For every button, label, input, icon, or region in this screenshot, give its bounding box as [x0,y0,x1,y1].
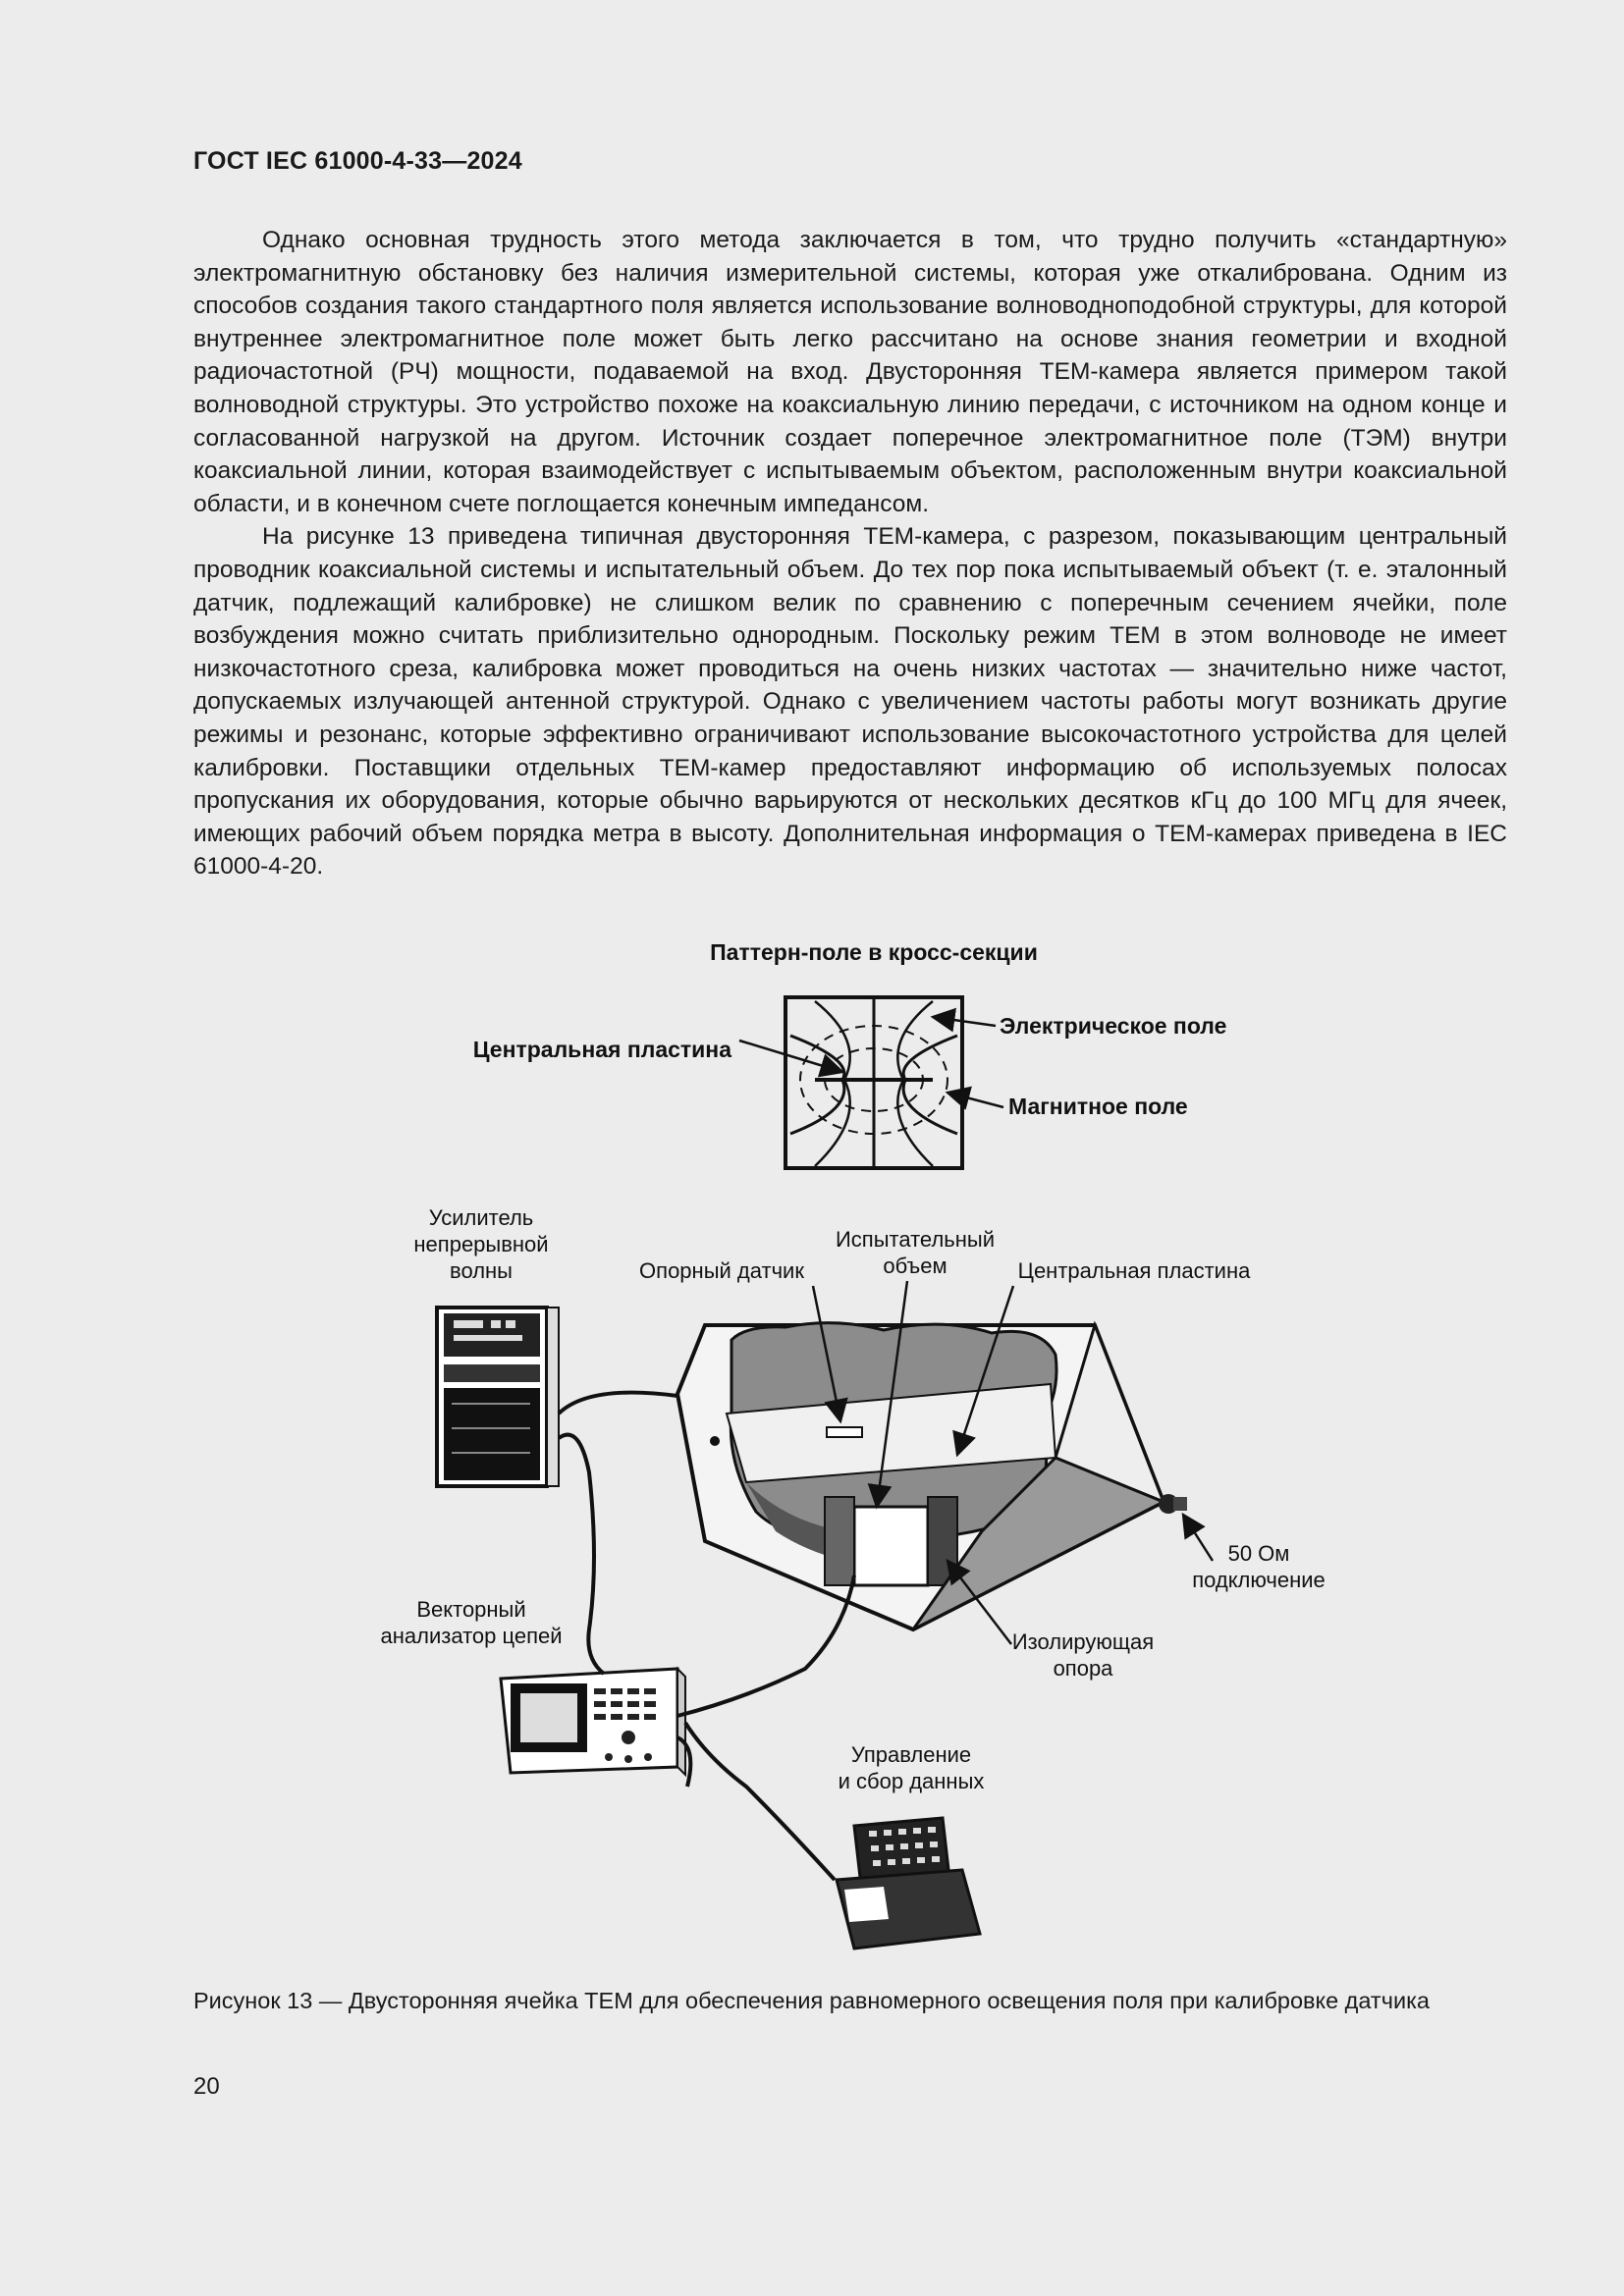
label-amplifier-3: волны [450,1258,513,1283]
label-50ohm-2: подключение [1192,1568,1326,1592]
tem-cell [677,1323,1187,1629]
label-central-plate-top: Центральная пластина [472,1037,731,1062]
label-electric-field: Электрическое поле [1000,1013,1227,1039]
page-number: 20 [193,2073,220,2100]
body-text [193,224,1507,883]
cross-section-diagram [785,997,962,1168]
label-reference-sensor: Опорный датчик [639,1258,804,1283]
label-central-plate: Центральная пластина [1017,1258,1251,1283]
paragraph-1: Однако основная трудность этого метода заключается в том, что трудно получить «стандартную» электромагнитную обстановку без наличия измерительной системы, которая уже откалибрована. Одним из способов создания такого стандартного поля является использование волноводноподобной структуры, для которой внутреннее электромагнитное поле может быть легко рассчитано на основе знания геометрии и входной радиочастотной (РЧ) мощности, подаваемой на вход. Двусторонняя ТЕМ-камера является примером такой волноводной структуры. Это устройство похоже на коаксиальную линию передачи, с источником на одном конце и согласованной нагрузкой на другом. Источник создает поперечное электромагнитное поле (ТЭМ) внутри коаксиальной линии, которая взаимодействует с испытываемым объектом, расположенным внутри коаксиальной области, и в конечном счете поглощается конечным импедансом. [193,227,1507,517]
paragraph-2: На рисунке 13 приведена типичная двусторонняя ТЕМ-камера, с разрезом, показывающим центральный проводник коаксиальной системы и испытательный объем. До тех пор пока испытываемый объект (т. е. эталонный датчик, подлежащий калибровке) не слишком велик по сравнению с поперечным сечением ячейки, поле возбуждения можно считать приблизительно однородным. Поскольку режим ТЕМ в этом волноводе не имеет низкочастотного среза, калибровка может проводиться на очень низких частотах — значительно ниже частот, допускаемых излучающей антенной структурой. Однако с увеличением частоты работы могут возникать другие режимы и резонанс, которые эффективно ограничивают использование высокочастотного устройства для целей калибровки. Поставщики отдельных ТЕМ-камер предоставляют информацию об используемых полосах пропускания их оборудования, которые обычно варьируются от нескольких десятков кГц до 100 МГц для ячеек, имеющих рабочий объем порядка метра в высоту. Дополнительная информация о ТЕМ-камерах приведена в IEC 61000-4-20. [193,523,1507,881]
figure-caption: Рисунок 13 — Двусторонняя ячейка ТЕМ для обеспечения равномерного освещения поля при калибровке датчика [193,1988,1430,2013]
label-amplifier-2: непрерывной [413,1232,549,1256]
control-computer [837,1818,980,1949]
cross-section-title: Паттерн-поле в кросс-секции [710,939,1038,965]
label-control-2: и сбор данных [838,1769,985,1793]
vector-network-analyzer [501,1669,685,1775]
document-header: ГОСТ IEC 61000-4-33—2024 [193,147,522,175]
label-insulating-support-2: опора [1053,1656,1113,1681]
label-amplifier-1: Усилитель [428,1205,534,1230]
label-control-1: Управление [850,1742,972,1767]
label-magnetic-field: Магнитное поле [1008,1094,1188,1119]
label-50ohm-1: 50 Ом [1227,1541,1290,1566]
figure-13 [0,923,1624,1983]
tem-cell-illustration [0,923,1624,1983]
label-test-volume-1: Испытательный [835,1227,996,1252]
label-test-volume-2: объем [883,1254,947,1278]
label-vna-2: анализатор цепей [380,1624,563,1648]
label-vna-1: Векторный [416,1597,526,1622]
label-insulating-support-1: Изолирующая [1011,1629,1155,1654]
amplifier-rack [437,1308,559,1486]
